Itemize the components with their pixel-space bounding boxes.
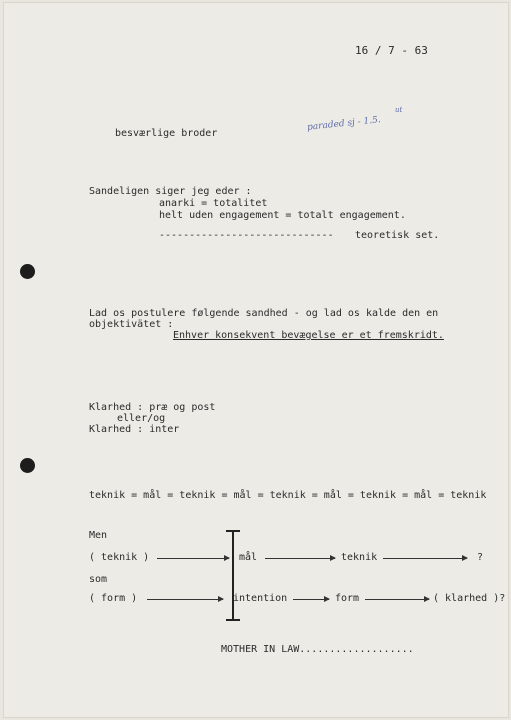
- diagram-teknik: ( teknik ): [89, 552, 150, 563]
- diagram-question: ?: [477, 552, 484, 563]
- diagram-form2: form: [335, 593, 360, 604]
- dash-line: -----------------------------: [159, 230, 334, 241]
- punch-hole: [20, 458, 35, 473]
- arrow-form-klarhed: [365, 599, 429, 600]
- bracket-bar: [232, 530, 234, 620]
- diagram-men: Men: [89, 530, 108, 541]
- handwritten-note: paraded sj - 1.5.: [306, 115, 382, 133]
- dash-label: teoretisk set.: [355, 230, 440, 241]
- section1-line2: anarki = totalitet: [159, 198, 268, 209]
- arrow-intention-form: [293, 599, 329, 600]
- arrow-teknik-maal: [157, 558, 229, 559]
- arrow-form-intention: [147, 599, 223, 600]
- bracket-cap-bottom: [226, 619, 240, 621]
- diagram-intention: intention: [233, 593, 288, 604]
- section1-line1: Sandeligen siger jeg eder :: [89, 186, 252, 197]
- diagram-teknik2: teknik: [341, 552, 378, 563]
- section2-line2: objektivätet :: [89, 319, 174, 330]
- document-page: [3, 2, 509, 718]
- diagram-klarhed: ( klarhed )?: [433, 593, 506, 604]
- section3-line1: Klarhed : præ og post: [89, 402, 216, 413]
- section2-line1: Lad os postulere følgende sandhed - og lad os kalde den en: [89, 308, 439, 319]
- arrow-teknik-question: [383, 558, 467, 559]
- diagram-maal: mål: [239, 552, 258, 563]
- footer-line: MOTHER IN LAW...................: [221, 644, 414, 655]
- diagram-form: ( form ): [89, 593, 138, 604]
- punch-hole: [20, 264, 35, 279]
- section1-line3: helt uden engagement = totalt engagement.: [159, 210, 406, 221]
- section2-statement: Enhver konsekvent bevægelse er et fremskridt.: [173, 330, 444, 341]
- handwritten-superscript: ut: [395, 106, 403, 114]
- arrow-maal-teknik: [265, 558, 335, 559]
- section3-line2: eller/og: [117, 413, 166, 424]
- equation: teknik = mål = teknik = mål = teknik = mål = teknik = mål = teknik: [89, 490, 487, 501]
- diagram-som: som: [89, 574, 108, 585]
- date: 16 / 7 - 63: [355, 44, 428, 57]
- section3-line3: Klarhed : inter: [89, 424, 180, 435]
- salutation: besværlige broder: [115, 128, 218, 139]
